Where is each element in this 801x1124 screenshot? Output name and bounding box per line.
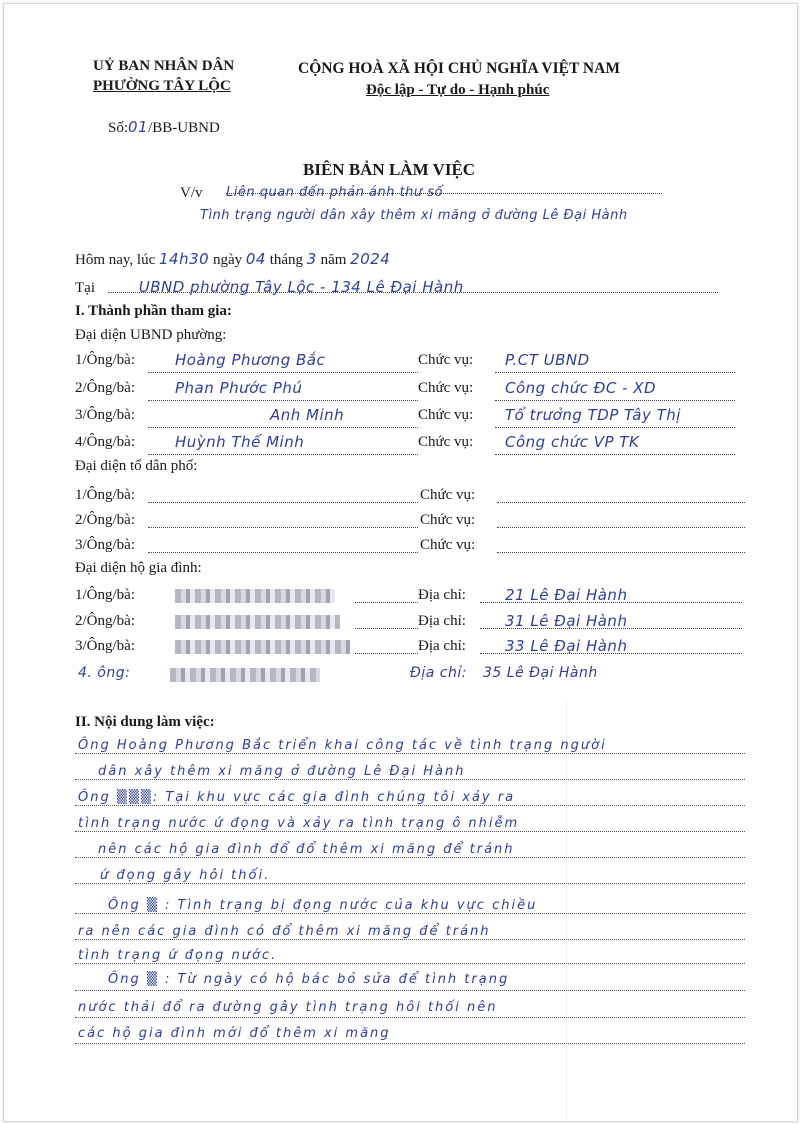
- fold-crease: [566, 700, 567, 1120]
- nation-title: CỘNG HOÀ XÃ HỘI CHỦ NGHĨA VIỆT NAM: [298, 60, 620, 77]
- role-label: Chức vụ:: [418, 380, 474, 396]
- content-line: nên các hộ gia đình đổ đổ thêm xi măng để tránh: [98, 842, 515, 857]
- dots: [497, 502, 745, 503]
- content-line: ứ đọng gây hôi thối.: [100, 868, 271, 883]
- dots: [75, 1017, 745, 1018]
- place-dots: [108, 292, 718, 293]
- subject-line2: Tình trạng người dân xây thêm xi măng ở đường Lê Đại Hành: [200, 208, 628, 223]
- meeting-month: 3: [306, 250, 317, 268]
- dots: [148, 527, 418, 528]
- household-row-3: [75, 637, 628, 655]
- doc-number-prefix: Số:: [108, 120, 129, 136]
- dots: [148, 454, 418, 455]
- dots: [495, 400, 735, 401]
- meeting-day: 04: [245, 250, 266, 268]
- ward-rep-name: Phan Phước Phú: [175, 379, 303, 397]
- street-rep-row-2: [75, 512, 476, 529]
- ward-rep-name: Anh Minh: [270, 406, 345, 424]
- role-label: Chức vụ:: [420, 512, 476, 528]
- subject-line1-dots: [226, 193, 662, 194]
- ward-rep-role: Công chức ĐC - XD: [505, 379, 657, 397]
- dots: [497, 552, 745, 553]
- content-line: nước thải đổ ra đường gây tình trạng hôi thối nên: [78, 1000, 498, 1015]
- household-prefix: 1/Ông/bà:: [75, 587, 135, 603]
- role-label: Chức vụ:: [418, 434, 474, 450]
- addr-label: Địa chỉ:: [410, 665, 467, 681]
- household-prefix: 4. ông:: [78, 665, 131, 681]
- place-value: UBND phường Tây Lộc - 134 Lê Đại Hành: [138, 278, 464, 296]
- street-rep-label: Đại diện tổ dân phố:: [75, 458, 198, 474]
- content-line: Ông ▒▒▒: Tại khu vực các gia đình chúng tôi xảy ra: [78, 790, 516, 805]
- dots: [75, 939, 745, 940]
- household-prefix: 2/Ông/bà:: [75, 613, 135, 629]
- ward-rep-name: Huỳnh Thế Minh: [175, 433, 305, 451]
- household-row-2: [75, 612, 628, 630]
- dots: [480, 602, 742, 603]
- subject-label: V/v: [180, 185, 203, 201]
- dots: [148, 502, 418, 503]
- ward-rep-role: Công chức VP TK: [505, 433, 640, 451]
- ward-rep-row-2: [75, 379, 657, 397]
- street-rep-prefix: 2/Ông/bà:: [75, 512, 135, 528]
- dots: [148, 372, 418, 373]
- month-label: tháng: [269, 252, 304, 268]
- dots: [75, 1043, 745, 1044]
- meeting-time: 14h30: [159, 250, 210, 268]
- role-label: Chức vụ:: [418, 352, 474, 368]
- org-line2: PHƯỜNG TÂY LỘC: [93, 78, 231, 94]
- household-addr: 31 Lê Đại Hành: [505, 612, 628, 630]
- role-label: Chức vụ:: [418, 407, 474, 423]
- content-line: Ông ▒ : Tình trạng bị đọng nước của khu vực chiều: [108, 898, 538, 913]
- ward-rep-label: Đại diện UBND phường:: [75, 327, 227, 343]
- household-addr: 21 Lê Đại Hành: [505, 586, 628, 604]
- role-label: Chức vụ:: [420, 537, 476, 553]
- meeting-time-row: [75, 250, 390, 269]
- ward-rep-row-3: [75, 406, 681, 424]
- dots: [355, 602, 418, 603]
- dots: [75, 753, 745, 754]
- dots: [495, 427, 735, 428]
- dots: [355, 653, 418, 654]
- household-row-1: [75, 586, 628, 604]
- section2-heading: II. Nội dung làm việc:: [75, 714, 215, 730]
- content-line: ra nên các gia đình có đổ thêm xi măng để tránh: [78, 924, 491, 939]
- dots: [75, 990, 745, 991]
- household-addr: 33 Lê Đại Hành: [505, 637, 628, 655]
- motto: Độc lập - Tự do - Hạnh phúc: [366, 82, 550, 98]
- org-line1: UỶ BAN NHÂN DÂN: [93, 58, 235, 74]
- street-rep-prefix: 1/Ông/bà:: [75, 487, 135, 503]
- dots: [75, 779, 745, 780]
- dots: [75, 963, 745, 964]
- street-rep-prefix: 3/Ông/bà:: [75, 537, 135, 553]
- household-row-4: [78, 665, 598, 681]
- addr-label: Địa chỉ:: [418, 587, 466, 603]
- day-label: ngày: [212, 252, 243, 268]
- redacted-name: [170, 668, 320, 682]
- dots: [495, 372, 735, 373]
- dots: [495, 454, 735, 455]
- dots: [75, 883, 745, 884]
- content-line: các hộ gia đình mới đổ thêm xi măng: [78, 1026, 391, 1041]
- ward-rep-row-1: [75, 351, 590, 369]
- ward-rep-prefix: 1/Ông/bà:: [75, 352, 135, 368]
- dots: [75, 913, 745, 914]
- addr-label: Địa chỉ:: [418, 638, 466, 654]
- street-rep-row-1: [75, 487, 476, 504]
- meeting-year: 2024: [350, 250, 391, 268]
- year-label: năm: [320, 252, 347, 268]
- content-line: tình trạng nước ứ đọng và xảy ra tình trạng ô nhiễm: [78, 816, 520, 831]
- redacted-name: [175, 615, 340, 629]
- dots: [497, 527, 745, 528]
- place-label: Tại: [75, 280, 95, 296]
- ward-rep-role: P.CT UBND: [505, 351, 590, 369]
- doc-number-hand: 01: [128, 118, 149, 136]
- doc-number: [108, 118, 220, 137]
- ward-rep-prefix: 2/Ông/bà:: [75, 380, 135, 396]
- dots: [75, 831, 745, 832]
- ward-rep-row-4: [75, 433, 640, 451]
- section1-heading: I. Thành phần tham gia:: [75, 303, 232, 319]
- place-row: [75, 278, 464, 297]
- content-line: Ông Hoàng Phương Bắc triển khai công tác về tình trạng người: [78, 738, 607, 753]
- ward-rep-name: Hoàng Phương Bắc: [175, 351, 326, 369]
- ward-rep-prefix: 3/Ông/bà:: [75, 407, 135, 423]
- redacted-name: [175, 589, 335, 603]
- subject-line1: Liên quan đến phản ánh thư số: [226, 185, 444, 200]
- dots: [148, 552, 418, 553]
- ward-rep-role: Tổ trưởng TDP Tây Thị: [505, 406, 681, 424]
- household-addr: 35 Lê Đại Hành: [483, 665, 598, 681]
- dots: [480, 653, 742, 654]
- content-line: Ông ▒ : Từ ngày có hộ bác bỏ sửa để tình trạng: [108, 972, 510, 987]
- today-label: Hôm nay, lúc: [75, 252, 156, 268]
- household-prefix: 3/Ông/bà:: [75, 638, 135, 654]
- addr-label: Địa chỉ:: [418, 613, 466, 629]
- content-line: tình trạng ứ đọng nước.: [78, 948, 278, 963]
- household-label: Đại diện hộ gia đình:: [75, 560, 202, 576]
- dots: [148, 400, 418, 401]
- role-label: Chức vụ:: [420, 487, 476, 503]
- doc-number-suffix: /BB-UBND: [148, 120, 220, 136]
- page-title: BIÊN BẢN LÀM VIỆC: [303, 160, 476, 179]
- dots: [75, 805, 745, 806]
- dots: [148, 427, 418, 428]
- ward-rep-prefix: 4/Ông/bà:: [75, 434, 135, 450]
- redacted-name: [175, 640, 350, 654]
- dots: [480, 628, 742, 629]
- street-rep-row-3: [75, 537, 476, 554]
- dots: [355, 628, 418, 629]
- content-line: dân xây thêm xi măng ở đường Lê Đại Hành: [98, 764, 466, 779]
- dots: [75, 857, 745, 858]
